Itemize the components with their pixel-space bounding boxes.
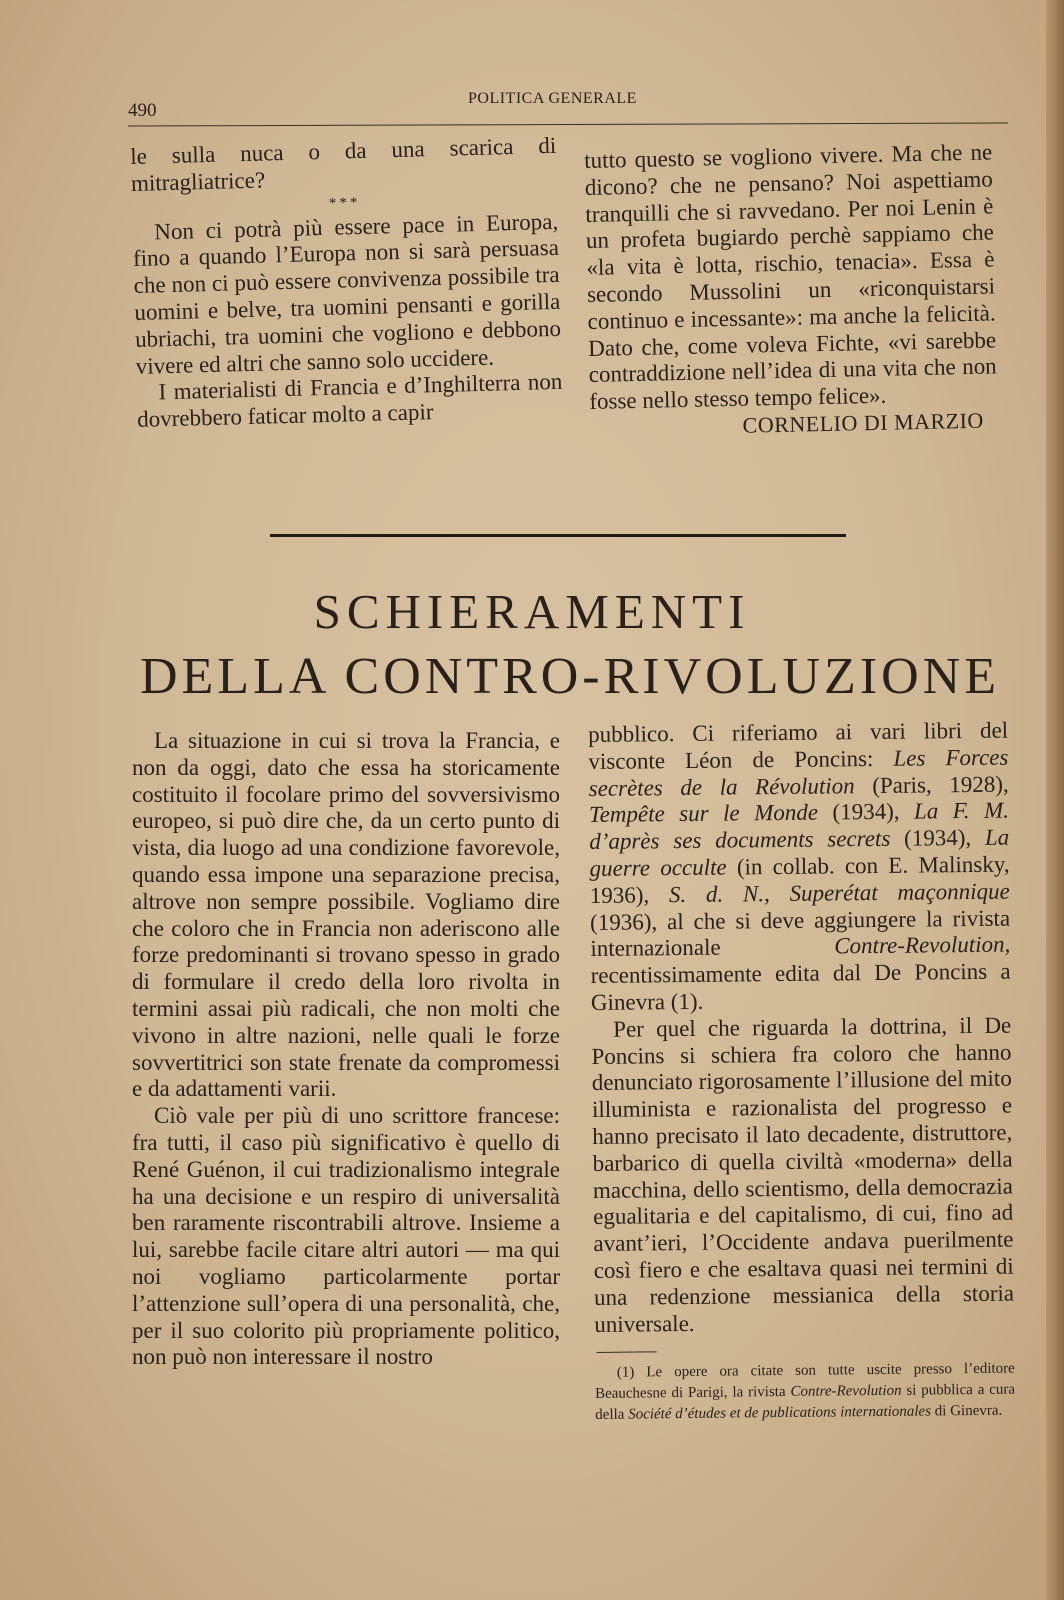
text-run: di Ginevra. [930,1403,1003,1420]
header-rule [128,122,1008,126]
book-title: S. d. N., Superétat maçonnique [668,878,1010,907]
section-separator: *** [328,194,361,212]
footnote [595,1359,1016,1426]
paragraph: Ciò vale per più di uno scrittore francese: fra tutti, il caso più significativo è quello di René Guénon, il cui tradizionalismo integrale ha una decisione e un respiro di universalità ben raramente riscontrabili altrove. Insieme a lui, sarebbe facile citare altri autori — ma qui noi vogliamo particolarmente portar l’attenzione sull’opera di una personalità, che, per il suo colorito più propriamente politico, non può non interessare il nostro [132,1103,560,1370]
article-divider [270,534,846,537]
book-title: La F. M. d’après ses documents secrets [589,797,1010,855]
previous-article-right-column [584,139,998,442]
text-run: (Paris, 1928), [854,771,1009,798]
page-number: 490 [128,100,157,121]
footnote-rule [597,1352,657,1354]
previous-article-left-column [130,133,563,434]
paragraph: La situazione in cui si trova la Francia, e non da oggi, dato che essa ha storicamente costituito il focolare primo del sovversivismo europeo, si può dire che, da un certo punto di vista, dia luogo ad una condizione favorevole, quando essa impone una separazione precisa, altrove non sempre possibile. Vogliamo dire che coloro che in Francia non aderiscono alle forze predominanti si trovano spesso in grado di formulare il credo della loro rivolta in termini assai più radicali, che non molti che vivono in altre nazioni, nelle quali le forze sovvertitrici son state frenate da compromessi e da adattamenti varii. [132,728,560,1102]
book-title: La guerre occulte [589,824,1010,881]
paragraph: tutto questo se vogliono vivere. Ma che ne dicono? che ne pensano? Noi aspettiamo tranquilli che si ravvedano. Per noi Lenin è un profeta bugiardo perchè sappiamo che «la vita è lotta, rischio, tenacia». Essa è secondo Mussolini un «riconquistarsi continuo e incessante»: ma anche la felicità. Dato che, come voleva Fichte, «vi sarebbe contraddizione nell’idea di una vita che non fosse nello stesso tempo felice». [584,139,997,415]
text-run: (1934), [817,798,915,825]
book-title: Tempête sur le Monde [588,799,819,828]
journal-title: Contre-Revolution, [834,931,1011,959]
article-left-column [132,728,560,1371]
text-run: (1934), [890,825,986,852]
paragraph: Non ci potrà più essere pace in Europa, fino a quando l’Europa non si sarà persuasa che non ci può essere convivenza possibile tra uomini e belve, tra uomini pensanti e gorilla ubriachi, tra uomini che vogliono e debbono vivere ed altri che sanno solo uccidere. [132,208,562,379]
publisher-name: Société d’études et de publications internationales [628,1403,932,1423]
article-title-line-1: SCHIERAMENTI [313,584,751,639]
article-title-line-2: DELLA CONTRO-RIVOLUZIONE [139,648,1000,705]
text-run: recentissimamente edita dal De Poncins a Ginevra (1). [590,958,1011,1015]
paragraph-with-citations [588,718,1011,1017]
text-run: si pubblica a cura della [595,1381,1016,1424]
text-run: pubblico. Ci riferiamo ai vari libri del visconte Léon de Poncins: [588,717,1009,774]
running-head: POLITICA GENERALE [468,90,637,107]
text-run: (1) Le opere ora citate son tutte uscite presso l’editore Beauchesne di Parigi, la rivista [594,1360,1015,1403]
journal-title: Contre-Revolution [790,1383,902,1401]
text-run: (in collab. con E. Malinsky, 1936), [589,851,1010,908]
paragraph: le sulla nuca o da una scarica di mitragliatrice? [130,132,557,196]
paragraph: I materialisti di Francia e d’Inghilterra non dovrebbero faticar molto a capir [136,369,563,433]
page-edge-shadow [1046,0,1064,1600]
author-signature: CORNELIO DI MARZIO [742,407,985,438]
paragraph: Per quel che riguarda la dottrina, il De Poncins si schiera fra coloro che hanno denunciato rigorosamente l’illusione del mito illuminista e razionalista del progresso e hanno precisato il lato decadente, distruttore, barbarico di quella civiltà «moderna» della macchina, dello scientismo, della democrazia egualitaria e del capitalismo, di cui, fino ad avant’ieri, l’Occidente andava puerilmente così fiero e che esaltava quasi nei termini di una redenzione messianica della storia universale. [591,1012,1015,1337]
article-right-column [588,718,1015,1427]
text-run: (1936), al che si deve aggiungere la rivista internazionale [589,905,1011,962]
book-title: Les Forces secrètes de la Révolution [588,744,1009,801]
